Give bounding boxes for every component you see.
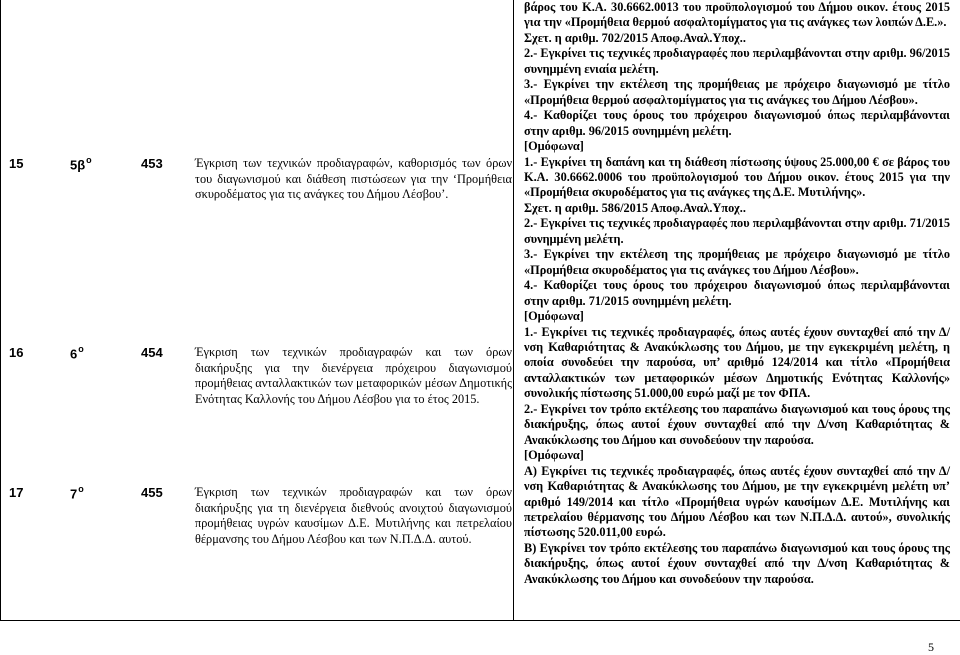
paragraph: 1.- Εγκρίνει τη δαπάνη και τη διάθεση πίστωσης ύψους 25.000,00 € σε βάρος του Κ.Α. 30.6662.0006 του προϋπολογισμού του Δήμου οικον. έτους 2015 για την «Προμήθεια σκυροδέματος για τις ανάγκες της Δ.Ε. Μυτιλήνης». xyxy=(524,154,950,200)
paragraph: Σχετ. η αριθμ. 702/2015 Αποφ.Αναλ.Υποχ.. xyxy=(524,30,746,45)
paragraph: 4.- Καθορίζει τους όρους του πρόχειρου διαγωνισμού όπως περιλαμβάνονται στην αριθμ. 96/2015 συνημμένη μελέτη. xyxy=(524,108,950,138)
decision-number: 454 xyxy=(141,345,163,360)
unanimous-label: [Ομόφωνα] xyxy=(524,139,584,154)
row-number: 16 xyxy=(9,345,24,360)
row-number: 15 xyxy=(9,156,24,171)
decision-number: 453 xyxy=(141,156,163,171)
session-number: $6^o$ xyxy=(70,344,84,362)
ordinal-suffix: ο xyxy=(86,155,92,165)
decision-subject: Έγκριση των τεχνικών προδιαγραφών και των όρων διακήρυξης για την διενέργεια πρόχειρου διαγωνισμού προμήθειας ανταλλακτικών των μεταφορικών μέσων Δημοτικής Ενότητας Καλλονής του Δήμου Λέσβου για το έτος 2015. xyxy=(195,345,512,406)
unanimous-label: [Ομόφωνα] xyxy=(524,448,584,463)
paragraph: 2.- Εγκρίνει τις τεχνικές προδιαγραφές που περιλαμβάνονται στην αριθμ. 96/2015 συνημμένη ενιαία μελέτη. xyxy=(524,46,950,76)
page-number: 5 xyxy=(928,640,934,654)
paragraph: βάρος του Κ.Α. 30.6662.0013 του προϋπολογισμού του Δήμου οικον. έτους 2015 για την «Προμήθεια θερμού ασφαλτομίγματος για τις ανάγκες των λοιπών Δ.Ε.». xyxy=(524,0,950,30)
paragraph: 1.- Εγκρίνει τις τεχνικές προδιαγραφές, όπως αυτές έχουν συνταχθεί από την Δ/νση Καθαριότητας & Ανακύκλωσης του Δήμου, με την εγκεκριμένη μελέτη, η οποία συνοδεύει την παρούσα, υπ’ αριθμό 124/2014 και τίτλο «Προμήθεια ανταλλακτικών των μεταφορικών μέσων Δημοτικής Ενότητας Καλλονής» συνολικής πίστωσης 51.000,00 ευρώ μαζί με τον ΦΠΑ. xyxy=(524,324,950,401)
paragraph: Β) Εγκρίνει τον τρόπο εκτέλεσης του παραπάνω διαγωνισμού και τους όρους της διακήρυξης, όπως αυτοί έχουν συνταχθεί από την Δ/νση Καθαριότητας & Ανακύκλωσης του Δήμου και συνοδεύουν την παρούσα. xyxy=(524,540,950,586)
paragraph: Α) Εγκρίνει τις τεχνικές προδιαγραφές, όπως αυτές έχουν συνταχθεί από την Δ/νση Καθαριότητας & Ανακύκλωσης του Δήμου, με την εγκεκριμένη μελέτη υπ’ αριθμό 149/2014 και τίτλο «Προμήθεια υγρών καυσίμων Δ.Ε. Μυτιλήνης και πετρελαίου θέρμανσης του Δήμου Λέσβου και των Ν.Π.Δ.Δ. αυτού», συνολικής πίστωσης 520.011,00 ευρώ. xyxy=(524,463,950,540)
paragraph: 3.- Εγκρίνει την εκτέλεση της προμήθειας με πρόχειρο διαγωνισμό με τίτλο «Προμήθεια σκυροδέματος για τις ανάγκες του Δήμου Λέσβου». xyxy=(524,247,950,277)
unanimous-label: [Ομόφωνα] xyxy=(524,309,584,324)
session-number: $7^o$ xyxy=(70,484,84,502)
decisions-right-column xyxy=(513,0,960,620)
decision-number: 455 xyxy=(141,485,163,500)
paragraph: 4.- Καθορίζει τους όρους του πρόχειρου διαγωνισμού όπως περιλαμβάνονται στην αριθμ. 71/2015 συνημμένη μελέτη. xyxy=(524,278,950,308)
decision-text-block xyxy=(524,0,950,587)
table-bottom-border xyxy=(0,620,960,621)
ordinal-suffix: ο xyxy=(78,484,84,494)
decision-subject: Έγκριση των τεχνικών προδιαγραφών και των όρων διακήρυξης για τη διενέργεια διεθνούς ανοιχτού διαγωνισμού προμήθειας υγρών καυσίμων Δ.Ε. Μυτιλήνης και πετρελαίου θέρμανσης του Δήμου Λέσβου και των Ν.Π.Δ.Δ. αυτού. xyxy=(195,485,512,546)
decisions-left-column xyxy=(3,0,513,620)
ordinal-suffix: ο xyxy=(78,344,84,354)
paragraph: Σχετ. η αριθμ. 586/2015 Αποφ.Αναλ.Υποχ.. xyxy=(524,200,746,215)
row-number: 17 xyxy=(9,485,24,500)
table-border-left xyxy=(0,0,1,620)
paragraph: 3.- Εγκρίνει την εκτέλεση της προμήθειας με πρόχειρο διαγωνισμό με τίτλο «Προμήθεια θερμού ασφαλτομίγματος για τις ανάγκες του Δήμου Λέσβου». xyxy=(524,77,950,107)
session-number: $5\beta^o$ xyxy=(70,155,92,173)
decision-subject: Έγκριση των τεχνικών προδιαγραφών, καθορισμός των όρων του διαγωνισμού και διάθεση πιστώσεων για την ‘Προμήθεια σκυροδέματος για τις ανάγκες του Δήμου Λέσβου’. xyxy=(195,156,512,201)
paragraph: 2.- Εγκρίνει τις τεχνικές προδιαγραφές που περιλαμβάνονται στην αριθμ. 71/2015 συνημμένη μελέτη. xyxy=(524,216,950,246)
paragraph: 2.- Εγκρίνει τον τρόπο εκτέλεσης του παραπάνω διαγωνισμού και τους όρους της διακήρυξης, όπως αυτοί έχουν συνταχθεί από την Δ/νση Καθαριότητας & Ανακύκλωσης του Δήμου και συνοδεύουν την παρούσα. xyxy=(524,401,950,447)
